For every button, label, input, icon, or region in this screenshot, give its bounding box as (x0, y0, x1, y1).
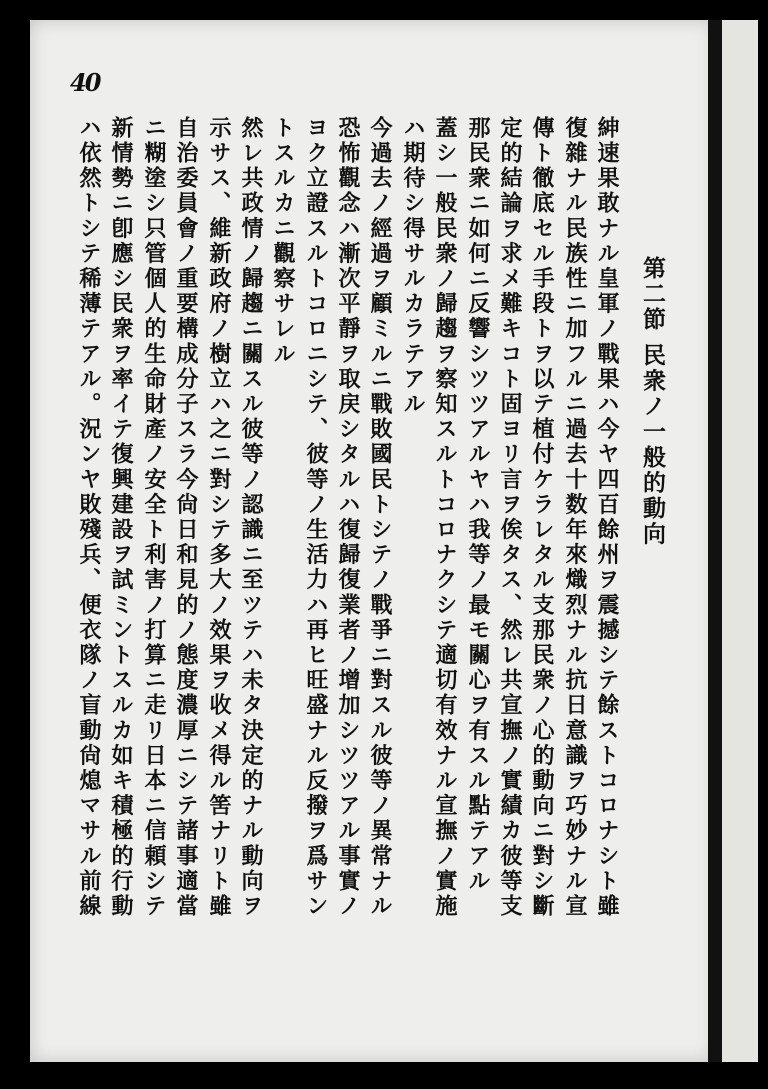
text-column: 恐怖觀念ハ漸次平靜ヲ取戻シタルハ復歸復業者ノ增加シツツアル事實ノ (335, 116, 361, 920)
adjacent-page-edge (722, 20, 758, 1062)
book-spine (708, 20, 722, 1062)
text-column: 定的結論ヲ求メ難キコト固ヨリ言ヲ俟タス、然レ共宣撫ノ實績カ彼等支 (497, 116, 523, 920)
text-column: 示サス、維新政府ノ樹立ハ之ニ對シテ多大ノ效果ヲ收メ得ル筈ナリト雖 (206, 116, 232, 920)
text-column: ハ依然トシテ稀薄テアル。況ンヤ敗殘兵、便衣隊ノ盲動尙熄マサル前線 (76, 116, 102, 920)
text-column: ニ糊塗シ只管個人的生命財產ノ安全ト利害ノ打算ニ走リ日本ニ信頼シテ (141, 116, 167, 920)
text-column: トスルカニ觀察サレル (270, 116, 296, 367)
text-column: 傳ト徹底セル手段トヲ以テ植付ケラレタル支那民衆ノ心的動向ニ對シ斷 (529, 116, 555, 920)
text-column: 新情勢ニ卽應シ民衆ヲ率イテ復興建設ヲ試ミントスルカ如キ積極的行動 (108, 116, 134, 920)
text-column: ハ期待シ得サルカラテアル (400, 116, 426, 418)
text-column: ヨク立證スルトコロニシテ、彼等ノ生活力ハ再ヒ旺盛ナル反撥ヲ爲サン (303, 116, 329, 920)
text-column: 然レ共政情ノ歸趨ニ關スル彼等ノ認識ニ至ツテハ未タ決定的ナル動向ヲ (238, 116, 264, 920)
text-column: 復雜ナル民族性ニ加フルニ過去十数年來熾烈ナル抗日意識ヲ巧妙ナル宣 (562, 116, 588, 920)
page-number: 40 (70, 68, 100, 97)
text-column: 今過去ノ經過ヲ顧ミルニ戰敗國民トシテノ戰爭ニ對スル彼等ノ異常ナル (367, 116, 393, 920)
section-heading: 第二節 民衆ノ一般的動向 (639, 256, 666, 548)
text-column: 那民衆ニ如何ニ反響シツツアルヤハ我等ノ最モ關心ヲ有スル點テアル (465, 116, 491, 895)
text-column: 蓋シ一般民衆ノ歸趨ヲ察知スルトコロナクシテ適切有效ナル宣撫ノ實施 (432, 116, 458, 920)
text-column: 紳速果敢ナル皇軍ノ戰果ハ今ヤ四百餘州ヲ震撼シテ餘ストコロナシト雖 (594, 116, 620, 920)
text-column: 自治委員會ノ重要構成分子スラ今尙日和見的ノ態度濃厚ニシテ諸事適當 (173, 116, 199, 920)
